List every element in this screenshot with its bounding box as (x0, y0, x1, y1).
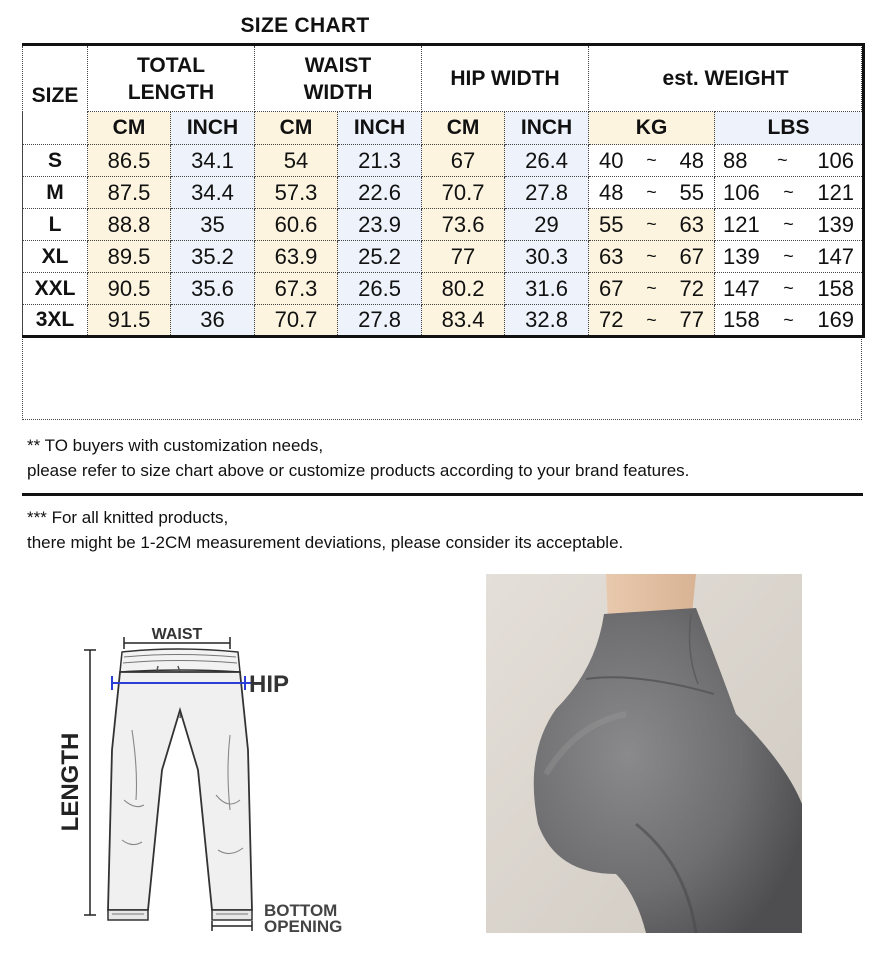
lbs-range-cell (715, 241, 864, 273)
tilde: ~ (783, 278, 794, 298)
subheader-kg: KG (589, 112, 715, 145)
kg-range-cell (589, 273, 715, 305)
table-row (23, 241, 864, 273)
lbs-min: 88 (723, 147, 748, 173)
length-inch-cell: 34.4 (171, 177, 255, 209)
size-label: 3XL (23, 305, 88, 337)
header-total-length-line1: TOTAL (136, 53, 206, 77)
kg-range-cell (589, 241, 715, 273)
length-inch-cell: 35.2 (171, 241, 255, 273)
waist-inch-cell: 26.5 (338, 273, 422, 305)
kg-max: 77 (679, 307, 705, 332)
subheader-lbs: LBS (715, 112, 864, 145)
pants-measurement-diagram (40, 610, 380, 940)
table-row (23, 305, 864, 337)
tilde: ~ (646, 182, 657, 202)
waist-inch-cell: 25.2 (338, 241, 422, 273)
hip-cm-cell: 67 (422, 145, 505, 177)
length-cm-cell: 91.5 (88, 305, 171, 337)
table-row (23, 273, 864, 305)
tilde: ~ (646, 150, 657, 170)
size-label: XL (23, 241, 88, 273)
header-est-weight: est. WEIGHT (589, 45, 864, 112)
hip-inch-cell: 29 (505, 209, 589, 241)
waist-inch-cell: 23.9 (338, 209, 422, 241)
customization-note-line2: please refer to size chart above or customize products according to your brand features. (27, 461, 690, 480)
hip-inch-cell: 32.8 (505, 305, 589, 337)
lbs-min: 158 (723, 307, 760, 332)
length-cm-cell: 90.5 (88, 273, 171, 305)
size-label: M (23, 177, 88, 209)
length-cm-cell: 88.8 (88, 209, 171, 241)
waist-cm-cell: 54 (255, 145, 338, 177)
lbs-min: 121 (723, 211, 760, 237)
header-hip-width: HIP WIDTH (422, 45, 589, 112)
tilde: ~ (783, 182, 794, 202)
kg-min: 48 (599, 179, 624, 205)
knitted-note (27, 505, 623, 555)
lbs-range-cell (715, 209, 864, 241)
divider (22, 493, 863, 496)
waist-cm-cell: 67.3 (255, 273, 338, 305)
waist-cm-cell: 57.3 (255, 177, 338, 209)
tilde: ~ (646, 214, 657, 234)
hip-cm-cell: 73.6 (422, 209, 505, 241)
lbs-max: 147 (817, 243, 855, 269)
subheader-length-inch: INCH (171, 112, 255, 145)
kg-range-cell (589, 209, 715, 241)
table-row (23, 145, 864, 177)
tilde: ~ (783, 246, 794, 266)
hip-cm-cell: 77 (422, 241, 505, 273)
header-waist-width (255, 45, 422, 112)
subheader-hip-inch: INCH (505, 112, 589, 145)
lbs-max: 139 (817, 211, 855, 237)
size-label: L (23, 209, 88, 241)
length-inch-cell: 35 (171, 209, 255, 241)
tilde: ~ (646, 278, 657, 298)
kg-max: 55 (679, 179, 705, 205)
table-row (23, 177, 864, 209)
subheader-waist-cm: CM (255, 112, 338, 145)
kg-range-cell (589, 145, 715, 177)
subheader-length-cm: CM (88, 112, 171, 145)
header-total-length (88, 45, 255, 112)
hip-inch-cell: 26.4 (505, 145, 589, 177)
waist-inch-cell: 21.3 (338, 145, 422, 177)
lbs-range-cell (715, 145, 864, 177)
lbs-range-cell (715, 305, 864, 337)
hip-cm-cell: 70.7 (422, 177, 505, 209)
lbs-max: 158 (817, 275, 855, 301)
kg-min: 67 (599, 275, 624, 301)
lbs-min: 106 (723, 179, 760, 205)
hip-inch-cell: 31.6 (505, 273, 589, 305)
length-label: LENGTH (57, 732, 84, 832)
waist-cm-cell: 70.7 (255, 305, 338, 337)
hip-inch-cell: 27.8 (505, 177, 589, 209)
table-row (23, 209, 864, 241)
waist-cm-cell: 60.6 (255, 209, 338, 241)
waist-label: WAIST (151, 626, 203, 643)
header-total-length-line2: LENGTH (127, 80, 215, 104)
kg-max: 63 (679, 211, 705, 237)
bottom-label: BOTTOM (264, 901, 338, 920)
kg-min: 63 (599, 243, 624, 269)
opening-label: OPENING (264, 917, 343, 936)
tilde: ~ (783, 309, 794, 330)
size-label: S (23, 145, 88, 177)
lbs-max: 169 (817, 307, 855, 332)
tilde: ~ (783, 214, 794, 234)
waist-cm-cell: 63.9 (255, 241, 338, 273)
lbs-max: 121 (817, 179, 855, 205)
kg-min: 55 (599, 211, 624, 237)
subheader-hip-cm: CM (422, 112, 505, 145)
kg-min: 72 (599, 307, 624, 332)
kg-range-cell (589, 305, 715, 337)
length-cm-cell: 87.5 (88, 177, 171, 209)
header-size: SIZE (23, 45, 88, 145)
tilde: ~ (646, 246, 657, 266)
lbs-range-cell (715, 177, 864, 209)
lbs-max: 106 (817, 147, 855, 173)
hip-cm-cell: 80.2 (422, 273, 505, 305)
customization-note (27, 433, 689, 483)
tilde: ~ (777, 150, 788, 170)
size-chart-title: SIZE CHART (240, 14, 370, 37)
size-label: XXL (23, 273, 88, 305)
knitted-note-line2: there might be 1-2CM measurement deviations, please consider its acceptable. (27, 533, 624, 552)
lbs-range-cell (715, 273, 864, 305)
header-waist-width-line1: WAIST (304, 53, 372, 77)
kg-range-cell (589, 177, 715, 209)
leggings-photo (486, 574, 802, 933)
kg-min: 40 (599, 147, 624, 173)
waist-inch-cell: 22.6 (338, 177, 422, 209)
kg-max: 48 (679, 147, 705, 173)
lbs-min: 139 (723, 243, 760, 269)
tilde: ~ (646, 309, 657, 330)
length-inch-cell: 35.6 (171, 273, 255, 305)
knitted-note-line1: *** For all knitted products, (27, 508, 229, 527)
length-cm-cell: 86.5 (88, 145, 171, 177)
hip-cm-cell: 83.4 (422, 305, 505, 337)
hip-label: HIP (249, 671, 290, 698)
length-cm-cell: 89.5 (88, 241, 171, 273)
leggings-photo-image (486, 574, 802, 933)
length-inch-cell: 34.1 (171, 145, 255, 177)
lbs-min: 147 (723, 275, 760, 301)
subheader-waist-inch: INCH (338, 112, 422, 145)
customization-note-line1: ** TO buyers with customization needs, (27, 436, 324, 455)
header-waist-width-line2: WIDTH (303, 80, 373, 104)
size-chart-table (22, 43, 865, 338)
kg-max: 72 (679, 275, 705, 301)
hip-inch-cell: 30.3 (505, 241, 589, 273)
length-inch-cell: 36 (171, 305, 255, 337)
waist-inch-cell: 27.8 (338, 305, 422, 337)
kg-max: 67 (679, 243, 705, 269)
